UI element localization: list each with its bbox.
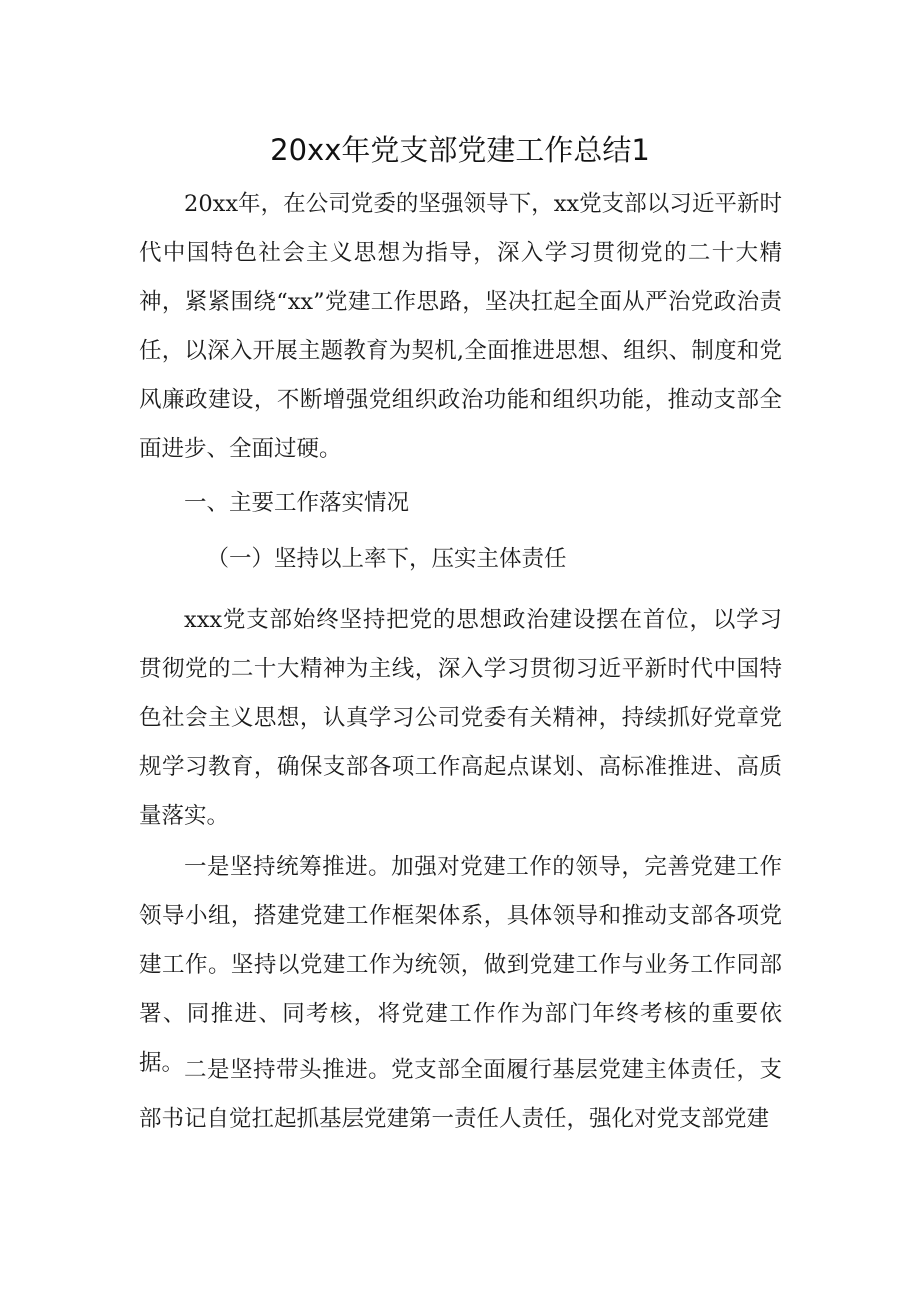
subsection-heading-1: （一）坚持以上率下，压实主体责任 xyxy=(206,546,567,572)
paragraph-point-2: 二是坚持带头推进。党支部全面履行基层党建主体责任，支部书记自觉扛起抓基层党建第一责任人责任，强化对党支部党建 xyxy=(139,1057,782,1132)
paragraph-subsection-1: xxx党支部始终坚持把党的思想政治建设摆在首位，以学习贯彻党的二十大精神为主线，深入学习贯彻习近平新时代中国特色社会主义思想，认真学习公司党委有关精神，持续抓好党章党规学习教育，确保支部各项工作高起点谋划、高标准推进、高质量落实。 xyxy=(139,607,782,829)
section-heading-1: 一、主要工作落实情况 xyxy=(184,490,410,516)
paragraph-point-1: 一是坚持统筹推进。加强对党建工作的领导，完善党建工作领导小组，搭建党建工作框架体系，具体领导和推动支部各项党建工作。坚持以党建工作为统领，做到党建工作与业务工作同部署、同推进、同考核，将党建工作作为部门年终考核的重要依据。 xyxy=(139,854,782,1076)
document-title: 20xx年党支部党建工作总结1 xyxy=(270,133,650,167)
paragraph-intro: 20xx年，在公司党委的坚强领导下，xx党支部以习近平新时代中国特色社会主义思想为指导，深入学习贯彻党的二十大精神，紧紧围绕“xx”党建工作思路，坚决扛起全面从严治党政治责任，以深入开展主题教育为契机,全面推进思想、组织、制度和党风廉政建设，不断增强党组织政治功能和组织功能，推动支部全面进步、全面过硬。 xyxy=(139,191,782,462)
